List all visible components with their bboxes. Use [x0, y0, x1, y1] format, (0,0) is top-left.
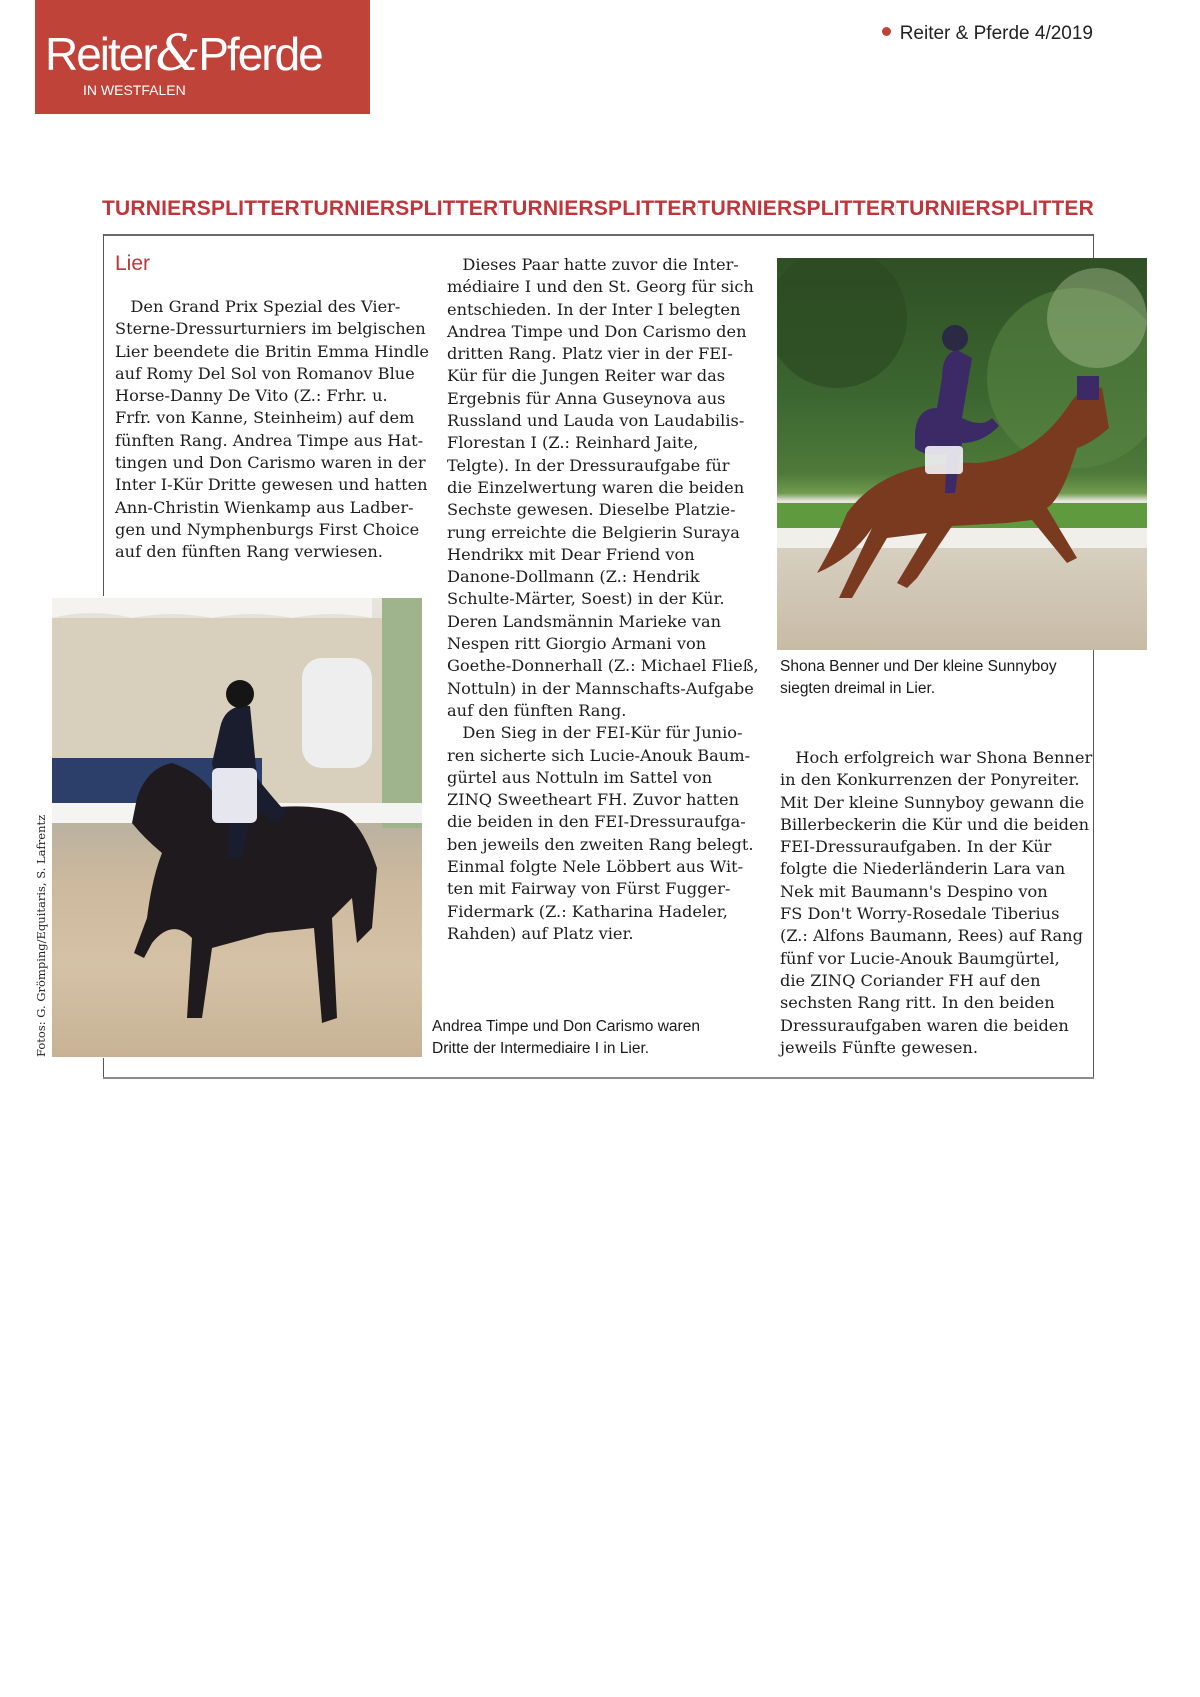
article-line: auf Romy Del Sol von Romanov Blue — [115, 363, 415, 383]
article-line: Hendrikx mit Dear Friend von — [447, 544, 695, 564]
article-line: Inter I-Kür Dritte gewesen und hatten — [115, 475, 428, 495]
article-line: Florestan I (Z.: Reinhard Jaite, — [447, 433, 699, 453]
article-column-3 — [780, 747, 1092, 1059]
caption-line: Shona Benner und Der kleine Sunnyboy — [780, 658, 1057, 675]
article-line: Frfr. von Kanne, Steinheim) auf dem — [115, 408, 415, 428]
issue-text: Reiter & Pferde 4/2019 — [899, 23, 1093, 44]
caption-line: siegten dreimal in Lier. — [780, 680, 936, 697]
logo-subtitle: IN WESTFALEN — [83, 82, 186, 98]
article-line: fünf vor Lucie-Anouk Baumgürtel, — [780, 948, 1060, 968]
photo-andrea-timpe — [52, 598, 422, 1057]
photo-shona-benner — [777, 258, 1147, 650]
article-line: Horse-Danny De Vito (Z.: Frhr. u. — [115, 386, 388, 406]
magazine-logo — [35, 0, 370, 114]
article-line: gürtel aus Nottuln im Sattel von — [447, 767, 713, 787]
band-label: TURNIERSPLITTER — [102, 197, 300, 220]
pony-rider-illustration — [777, 258, 1147, 650]
band-label: TURNIERSPLITTER — [896, 197, 1094, 220]
article-line: Dressuraufgaben waren die beiden — [780, 1015, 1069, 1035]
article-line: (Z.: Alfons Baumann, Rees) auf Rang — [780, 926, 1083, 946]
article-line: Fidermark (Z.: Katharina Hadeler, — [447, 901, 728, 921]
article-line: Kür für die Jungen Reiter war das — [447, 366, 726, 386]
article-line: Hoch erfolgreich war Shona Benner — [780, 748, 1093, 767]
article-line: die ZINQ Coriander FH auf den — [780, 970, 1041, 990]
article-column-2 — [447, 254, 759, 945]
article-line: Ergebnis für Anna Guseynova aus — [447, 388, 726, 408]
article-line: Nottuln) in der Mannschafts-Aufgabe — [447, 678, 754, 698]
article-line: ben jeweils den zweiten Rang belegt. — [447, 834, 754, 854]
article-line: tingen und Don Carismo waren in der — [115, 453, 426, 473]
article-line: jeweils Fünfte gewesen. — [780, 1037, 978, 1057]
photo-caption-right — [780, 656, 1057, 700]
article-heading: Lier — [115, 252, 151, 275]
article-line: die Einzelwertung waren die beiden — [447, 477, 745, 497]
article-line: gen und Nymphenburgs First Choice — [115, 519, 420, 539]
article-line: Lier beendete die Britin Emma Hindle — [115, 341, 429, 361]
article-line: Ann-Christin Wienkamp aus Ladber- — [115, 497, 414, 517]
frame-border-top — [103, 234, 1094, 236]
article-line: entschieden. In der Inter I belegten — [447, 299, 741, 319]
frame-border-left — [103, 1058, 104, 1078]
frame-border-left — [103, 234, 104, 596]
article-line: Sterne-Dressurturniers im belgischen — [115, 319, 426, 339]
article-line: Goethe-Donnerhall (Z.: Michael Fließ, — [447, 656, 759, 676]
article-line: fünften Rang. Andrea Timpe aus Hat- — [115, 430, 424, 450]
article-line: Nek mit Baumann's Despino von — [780, 881, 1048, 901]
article-line: Mit Der kleine Sunnyboy gewann die — [780, 792, 1085, 812]
article-line: ren sicherte sich Lucie-Anouk Baum- — [447, 745, 751, 765]
article-column-1 — [115, 296, 429, 564]
article-line: ZINQ Sweetheart FH. Zuvor hatten — [447, 790, 740, 810]
article-line: Sechste gewesen. Dieselbe Platzie- — [447, 500, 736, 520]
article-line: ten mit Fairway von Fürst Fugger- — [447, 879, 731, 899]
bullet-dot-icon — [882, 27, 891, 36]
article-line: Russland und Lauda von Laudabilis- — [447, 411, 745, 431]
article-line: Schulte-Märter, Soest) in der Kür. — [447, 589, 725, 609]
article-line: Andrea Timpe und Don Carismo den — [447, 321, 747, 341]
issue-label — [882, 23, 1093, 45]
article-line: Telgte). In der Dressuraufgabe für — [447, 455, 730, 475]
article-line: FS Don't Worry-Rosedale Tiberius — [780, 904, 1060, 924]
section-band — [102, 197, 1094, 221]
article-line: Billerbeckerin die Kür und die beiden — [780, 814, 1090, 834]
article-line: Den Sieg in der FEI-Kür für Junio- — [447, 723, 743, 743]
article-line: dritten Rang. Platz vier in der FEI- — [447, 344, 733, 364]
logo-wordmark — [45, 24, 322, 82]
band-label: TURNIERSPLITTER — [697, 197, 896, 220]
article-line: Den Grand Prix Spezial des Vier- — [115, 297, 401, 316]
article-line: Einmal folgte Nele Löbbert aus Wit- — [447, 857, 744, 877]
caption-line: Dritte der Intermediaire I in Lier. — [432, 1040, 650, 1057]
article-line: auf den fünften Rang. — [447, 700, 627, 720]
article-line: Danone-Dollmann (Z.: Hendrik — [447, 567, 700, 587]
caption-line: Andrea Timpe und Don Carismo waren — [432, 1018, 700, 1035]
article-line: rung erreichte die Belgierin Suraya — [447, 522, 740, 542]
horse-rider-illustration — [52, 598, 422, 1057]
article-line: in den Konkurrenzen der Ponyreiter. — [780, 770, 1080, 790]
article-line: folgte die Niederländerin Lara van — [780, 859, 1066, 879]
frame-border-right — [1093, 234, 1094, 260]
article-line: Rahden) auf Platz vier. — [447, 923, 634, 943]
article-line: Dieses Paar hatte zuvor die Inter- — [447, 255, 739, 274]
article-line: FEI-Dressuraufgaben. In der Kür — [780, 837, 1052, 857]
article-line: sechsten Rang ritt. In den beiden — [780, 993, 1055, 1013]
logo-word-reiter: Reiter — [45, 28, 156, 80]
article-line: médiaire I und den St. Georg für sich — [447, 277, 754, 297]
band-label: TURNIERSPLITTER — [300, 197, 499, 220]
band-label: TURNIERSPLITTER — [499, 197, 697, 220]
photo-caption-left — [432, 1016, 700, 1060]
article-line: Deren Landsmännin Marieke van — [447, 611, 722, 631]
logo-word-pferde: Pferde — [198, 28, 322, 80]
logo-ampersand: & — [155, 24, 199, 82]
article-line: die beiden in den FEI-Dressuraufga- — [447, 812, 746, 832]
photo-credit: Fotos: G. Grömping/Equitaris, S. Lafrentz — [34, 814, 48, 1057]
article-line: auf den fünften Rang verwiesen. — [115, 542, 383, 562]
article-line: Nespen ritt Giorgio Armani von — [447, 634, 707, 654]
frame-border-right — [1093, 650, 1094, 1078]
frame-border-bottom — [103, 1077, 1094, 1079]
